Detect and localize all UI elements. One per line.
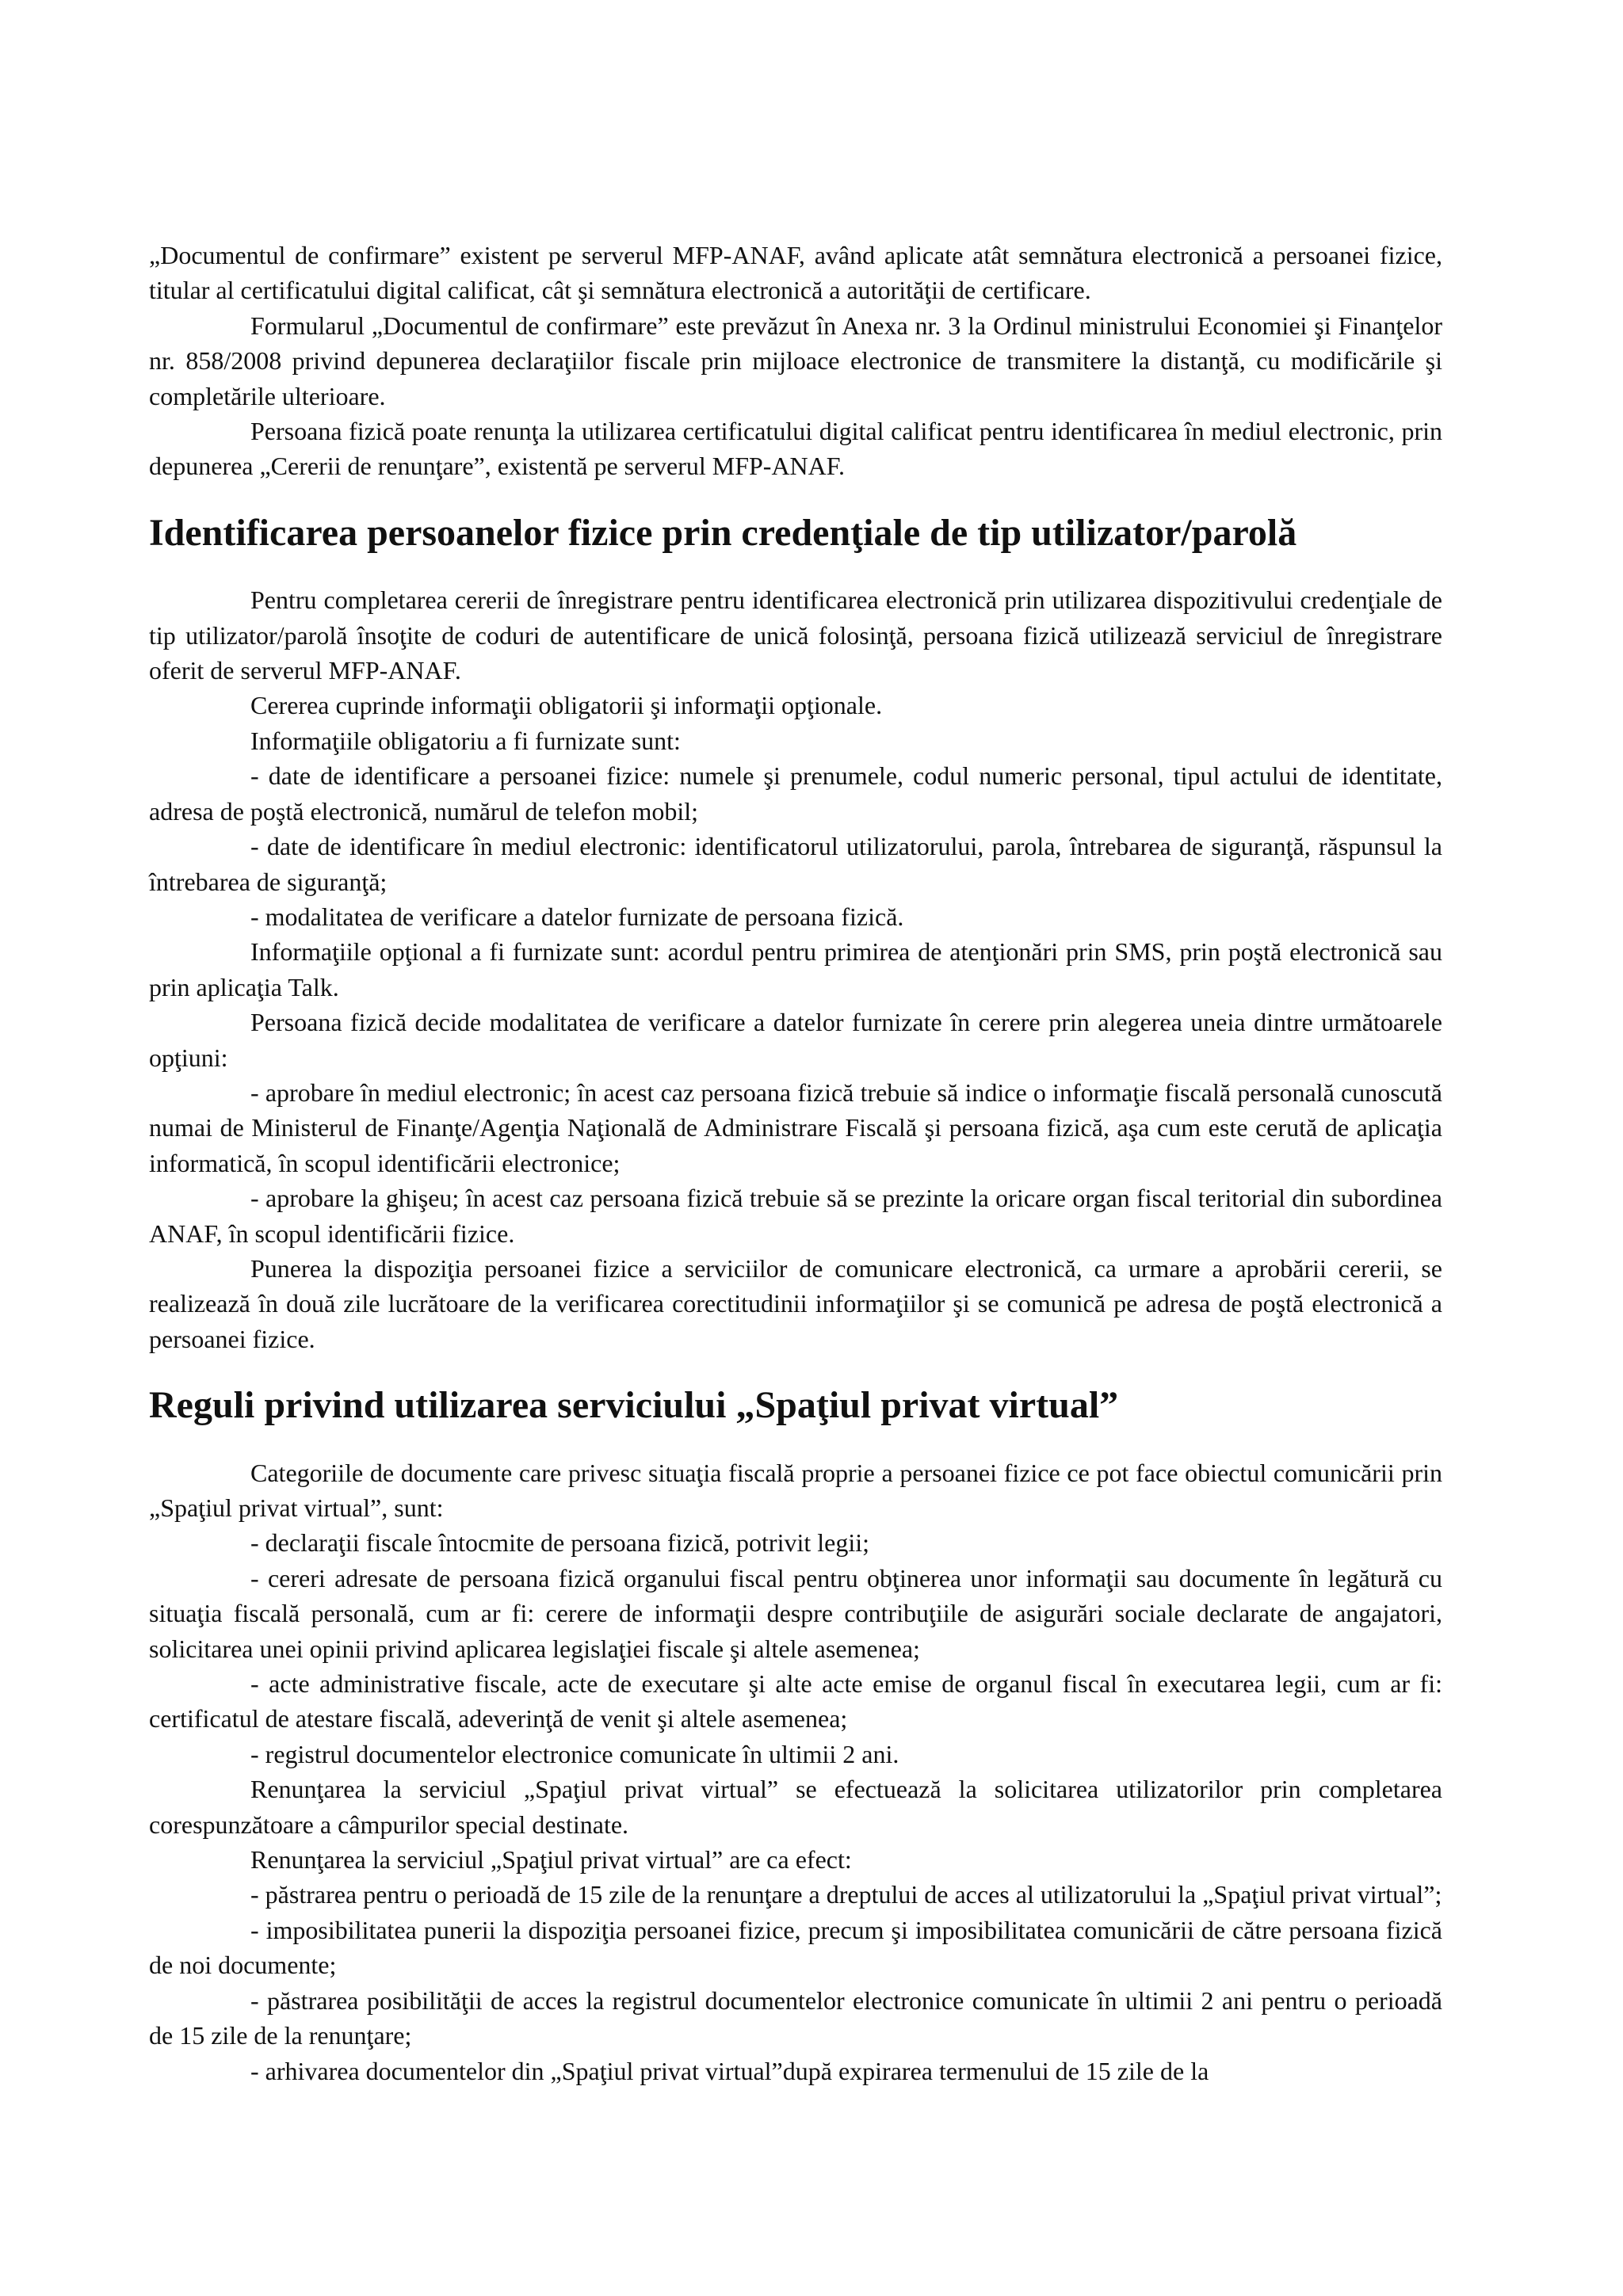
section2-list-item: - declaraţii fiscale întocmite de persoana fizică, potrivit legii;: [250, 1528, 869, 1558]
section1-paragraph: Cererea cuprinde informaţii obligatorii şi informaţii opţionale.: [250, 691, 883, 720]
section1-list-item: - aprobare în mediul electronic; în acest caz persoana fizică trebuie să indice o informaţie fiscală personală cunoscută numai de Ministerul de Finanţe/Agenţia Naţională de Administrare Fiscală şi persoana fizică, aşa cum este cerută de aplicaţia informatică, în scopul identificării electronice;: [149, 1077, 1442, 1177]
section2-list-item: - registrul documentelor electronice comunicate în ultimii 2 ani.: [250, 1739, 899, 1768]
section1-paragraph: Punerea la dispoziţia persoanei fizice a serviciilor de comunicare electronică, ca urmare a aprobării cererii, se realizează în două zile lucrătoare de la verificarea corectitudinii informaţiilor şi se comunică pe adresa de poştă electronică a persoanei fizice.: [149, 1253, 1442, 1353]
document-page: [149, 238, 1442, 2088]
section-heading-credentials: Identificarea persoanelor fizice prin credenţiale de tip utilizator/parolă: [149, 511, 1297, 554]
section2-paragraph: Renunţarea la serviciul „Spaţiul privat virtual” se efectuează la solicitarea utilizatorilor prin completarea corespunzătoare a câmpurilor special destinate.: [149, 1775, 1442, 1839]
section2-list-item: - păstrarea posibilităţii de acces la registrul documentelor electronice comunicate în ultimii 2 ani pentru o perioadă de 15 zile de la renunţare;: [149, 1985, 1442, 2050]
intro-paragraph-1: „Documentul de confirmare” existent pe serverul MFP-ANAF, având aplicate atât semnătura electronică a persoanei fizice, titular al certificatului digital calificat, cât şi semnătura electronică a autorităţii de certificare.: [149, 241, 1442, 305]
section2-list-item: - acte administrative fiscale, acte de executare şi alte acte emise de organul fiscal în executarea legii, cum ar fi: certificatul de atestare fiscală, adeverinţă de venit şi altele asemenea;: [149, 1669, 1442, 1733]
section2-list-item: - cereri adresate de persoana fizică organului fiscal pentru obţinerea unor informaţii sau documente în legătură cu situaţia fiscală personală, cum ar fi: cerere de informaţii despre contribuţiile de asigurări sociale declarate de angajatori, solicitarea unei opinii privind aplicarea legislaţiei fiscale şi altele asemenea;: [149, 1563, 1442, 1663]
section2-paragraph: Renunţarea la serviciul „Spaţiul privat virtual” are ca efect:: [250, 1845, 852, 1875]
section1-list-item: - aprobare la ghişeu; în acest caz persoana fizică trebuie să se prezinte la oricare organ fiscal teritorial din subordinea ANAF, în scopul identificării fizice.: [149, 1184, 1442, 1248]
intro-paragraph-3: Persoana fizică poate renunţa la utilizarea certificatului digital calificat pentru identificarea în mediul electronic, prin depunerea „Cererii de renunţare”, existentă pe serverul MFP-ANAF.: [149, 417, 1442, 481]
section2-list-item: - arhivarea documentelor din „Spaţiul privat virtual”după expirarea termenului de 15 zile de la: [250, 2056, 1209, 2085]
intro-paragraph-2: Formularul „Documentul de confirmare” este prevăzut în Anexa nr. 3 la Ordinul ministrului Economiei şi Finanţelor nr. 858/2008 privind depunerea declaraţiilor fiscale prin mijloace electronice de transmitere la distanţă, cu modificările şi completările ulterioare.: [149, 311, 1442, 410]
section2-paragraph: Categoriile de documente care privesc situaţia fiscală proprie a persoanei fizice ce pot face obiectul comunicării prin „Spaţiul privat virtual”, sunt:: [149, 1458, 1442, 1522]
section2-list-item: - imposibilitatea punerii la dispoziţia persoanei fizice, precum şi imposibilitatea comunicării de către persoana fizică de noi documente;: [149, 1915, 1442, 1980]
section1-paragraph: Informaţiile obligatoriu a fi furnizate sunt:: [250, 726, 681, 755]
section-heading-private-space: Reguli privind utilizarea serviciului „Spaţiul privat virtual”: [149, 1384, 1119, 1427]
section1-list-item: - date de identificare a persoanei fizice: numele şi prenumele, codul numeric personal, tipul actului de identitate, adresa de poştă electronică, numărul de telefon mobil;: [149, 761, 1442, 826]
section1-paragraph: Pentru completarea cererii de înregistrare pentru identificarea electronică prin utilizarea dispozitivului credenţiale de tip utilizator/parolă însoţite de coduri de autentificare de unică folosinţă, persoana fizică utilizează serviciul de înregistrare oferit de serverul MFP-ANAF.: [149, 585, 1442, 685]
section1-list-item: - date de identificare în mediul electronic: identificatorul utilizatorului, parola, întrebarea de siguranţă, răspunsul la întrebarea de siguranţă;: [149, 832, 1442, 896]
section1-paragraph: Informaţiile opţional a fi furnizate sunt: acordul pentru primirea de atenţionări prin SMS, prin poştă electronică sau prin aplicaţia Talk.: [149, 937, 1442, 1001]
section1-paragraph: Persoana fizică decide modalitatea de verificare a datelor furnizate în cerere prin alegerea uneia dintre următoarele opţiuni:: [149, 1008, 1442, 1072]
section2-list-item: - păstrarea pentru o perioadă de 15 zile de la renunţare a dreptului de acces al utilizatorului la „Spaţiul privat virtual”;: [250, 1880, 1442, 1909]
section1-list-item: - modalitatea de verificare a datelor furnizate de persoana fizică.: [250, 902, 904, 931]
